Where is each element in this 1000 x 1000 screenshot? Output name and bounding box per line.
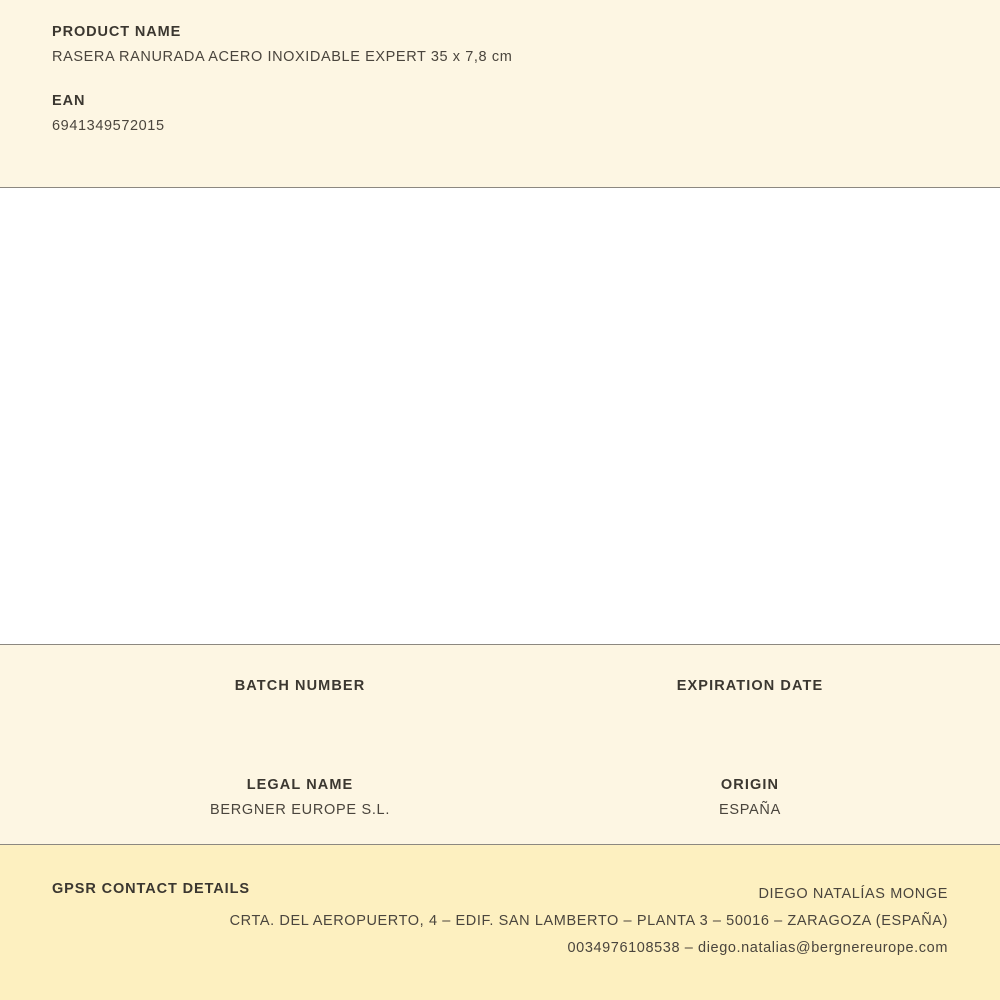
product-name-value: RASERA RANURADA ACERO INOXIDABLE EXPERT 35 x 7,8 cm xyxy=(52,49,513,65)
ean-value: 6941349572015 xyxy=(52,118,165,134)
legal-name-cell xyxy=(0,777,600,819)
gpsr-contact-details-label: GPSR CONTACT DETAILS xyxy=(52,881,250,897)
gpsr-contact-address: CRTA. DEL AEROPUERTO, 4 – EDIF. SAN LAMBERTO – PLANTA 3 – 50016 – ZARAGOZA (ESPAÑA) xyxy=(229,913,948,929)
legal-name-value: BERGNER EUROPE S.L. xyxy=(209,802,391,818)
gpsr-footer xyxy=(0,845,1000,1000)
origin-cell xyxy=(600,777,1000,819)
product-name-label: PRODUCT NAME xyxy=(52,24,182,40)
batch-number-cell xyxy=(0,678,600,720)
ean-field xyxy=(0,93,1000,134)
expiration-date-value xyxy=(600,703,1000,720)
origin-label: ORIGIN xyxy=(720,777,780,793)
gpsr-contact-name: DIEGO NATALÍAS MONGE xyxy=(758,886,948,902)
expiration-date-label: EXPIRATION DATE xyxy=(676,678,824,694)
info-row-batch-expiration xyxy=(0,645,1000,720)
info-grid xyxy=(0,645,1000,845)
batch-number-label: BATCH NUMBER xyxy=(234,678,366,694)
gpsr-contact-phone-email: 0034976108538 – diego.natalias@bergnereurope.com xyxy=(567,940,948,956)
batch-number-value xyxy=(0,703,600,720)
legal-name-label: LEGAL NAME xyxy=(246,777,354,793)
ean-label: EAN xyxy=(52,93,86,109)
product-header xyxy=(0,0,1000,188)
field-spacer xyxy=(0,65,1000,93)
info-row-legal-origin xyxy=(0,720,1000,819)
expiration-date-cell xyxy=(600,678,1000,720)
product-name-field xyxy=(0,24,1000,65)
blank-content-area xyxy=(0,188,1000,645)
origin-value: ESPAÑA xyxy=(719,802,781,818)
